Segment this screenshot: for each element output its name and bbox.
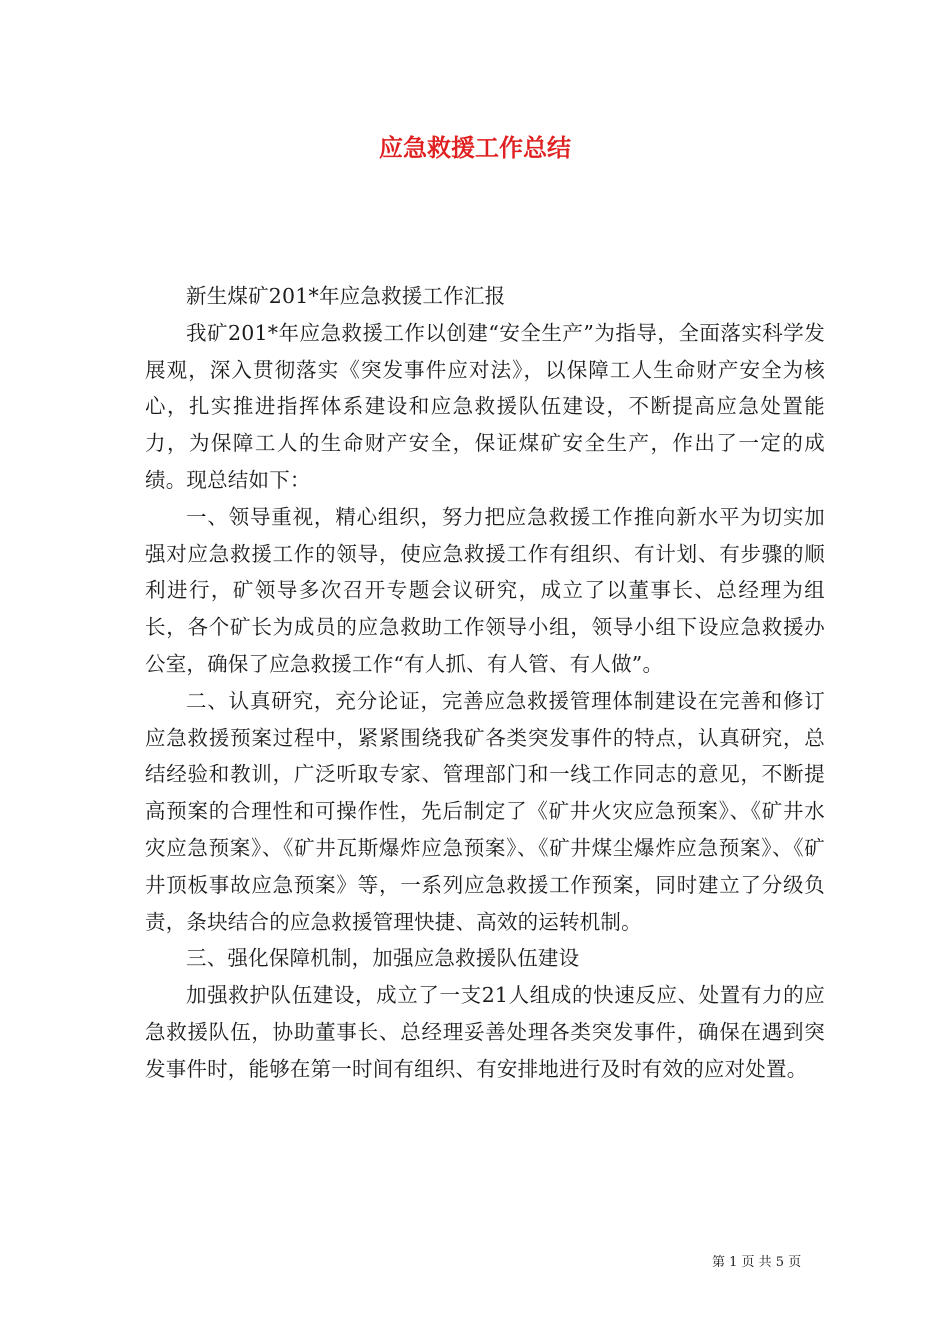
paragraph-heading: 新生煤矿201*年应急救援工作汇报 [186,284,506,308]
paragraph-section-3-heading: 三、强化保障机制，加强应急救援队伍建设 [186,946,580,971]
paragraph-section-2: 二、认真研究，充分论证，完善应急救援管理体制建设在完善和修订应急救援预案过程中，紧紧围绕我矿各类突发事件的特点，认真研究，总结经验和教训，广泛听取专家、管理部门和一线工作同志的意见，不断提高预案的合理性和可操作性，先后制定了《矿井火灾应急预案》、《矿井水灾应急预案》、《矿井瓦斯爆炸应急预案》、《矿井煤尘爆炸应急预案》、《矿井顶板事故应急预案》等，一系列应急救援工作预案，同时建立了分级负责，条块结合的应急救援管理快捷、高效的运转机制。 [145,688,825,934]
document-body [145,278,825,1088]
paragraph-section-1: 一、领导重视，精心组织，努力把应急救援工作推向新水平为切实加强对应急救援工作的领导，使应急救援工作有组织、有计划、有步骤的顺利进行，矿领导多次召开专题会议研究，成立了以董事长、总经理为组长，各个矿长为成员的应急救助工作领导小组，领导小组下设应急救援办公室，确保了应急救援工作“有人抓、有人管、有人做”。 [145,504,825,676]
paragraph-intro: 我矿201*年应急救援工作以创建“安全生产”为指导，全面落实科学发展观，深入贯彻落实《突发事件应对法》，以保障工人生命财产安全为核心，扎实推进指挥体系建设和应急救援队伍建设，不断提高应急处置能力，为保障工人的生命财产安全，保证煤矿安全生产，作出了一定的成绩。现总结如下： [145,320,825,492]
page-number: 第 1 页 共 5 页 [712,1255,802,1270]
document-title: 应急救援工作总结 [379,134,571,162]
paragraph-section-3: 加强救护队伍建设，成立了一支21人组成的快速反应、处置有力的应急救援队伍，协助董事长、总经理妥善处理各类突发事件，确保在遇到突发事件时，能够在第一时间有组织、有安排地进行及时有效的应对处置。 [145,983,825,1081]
